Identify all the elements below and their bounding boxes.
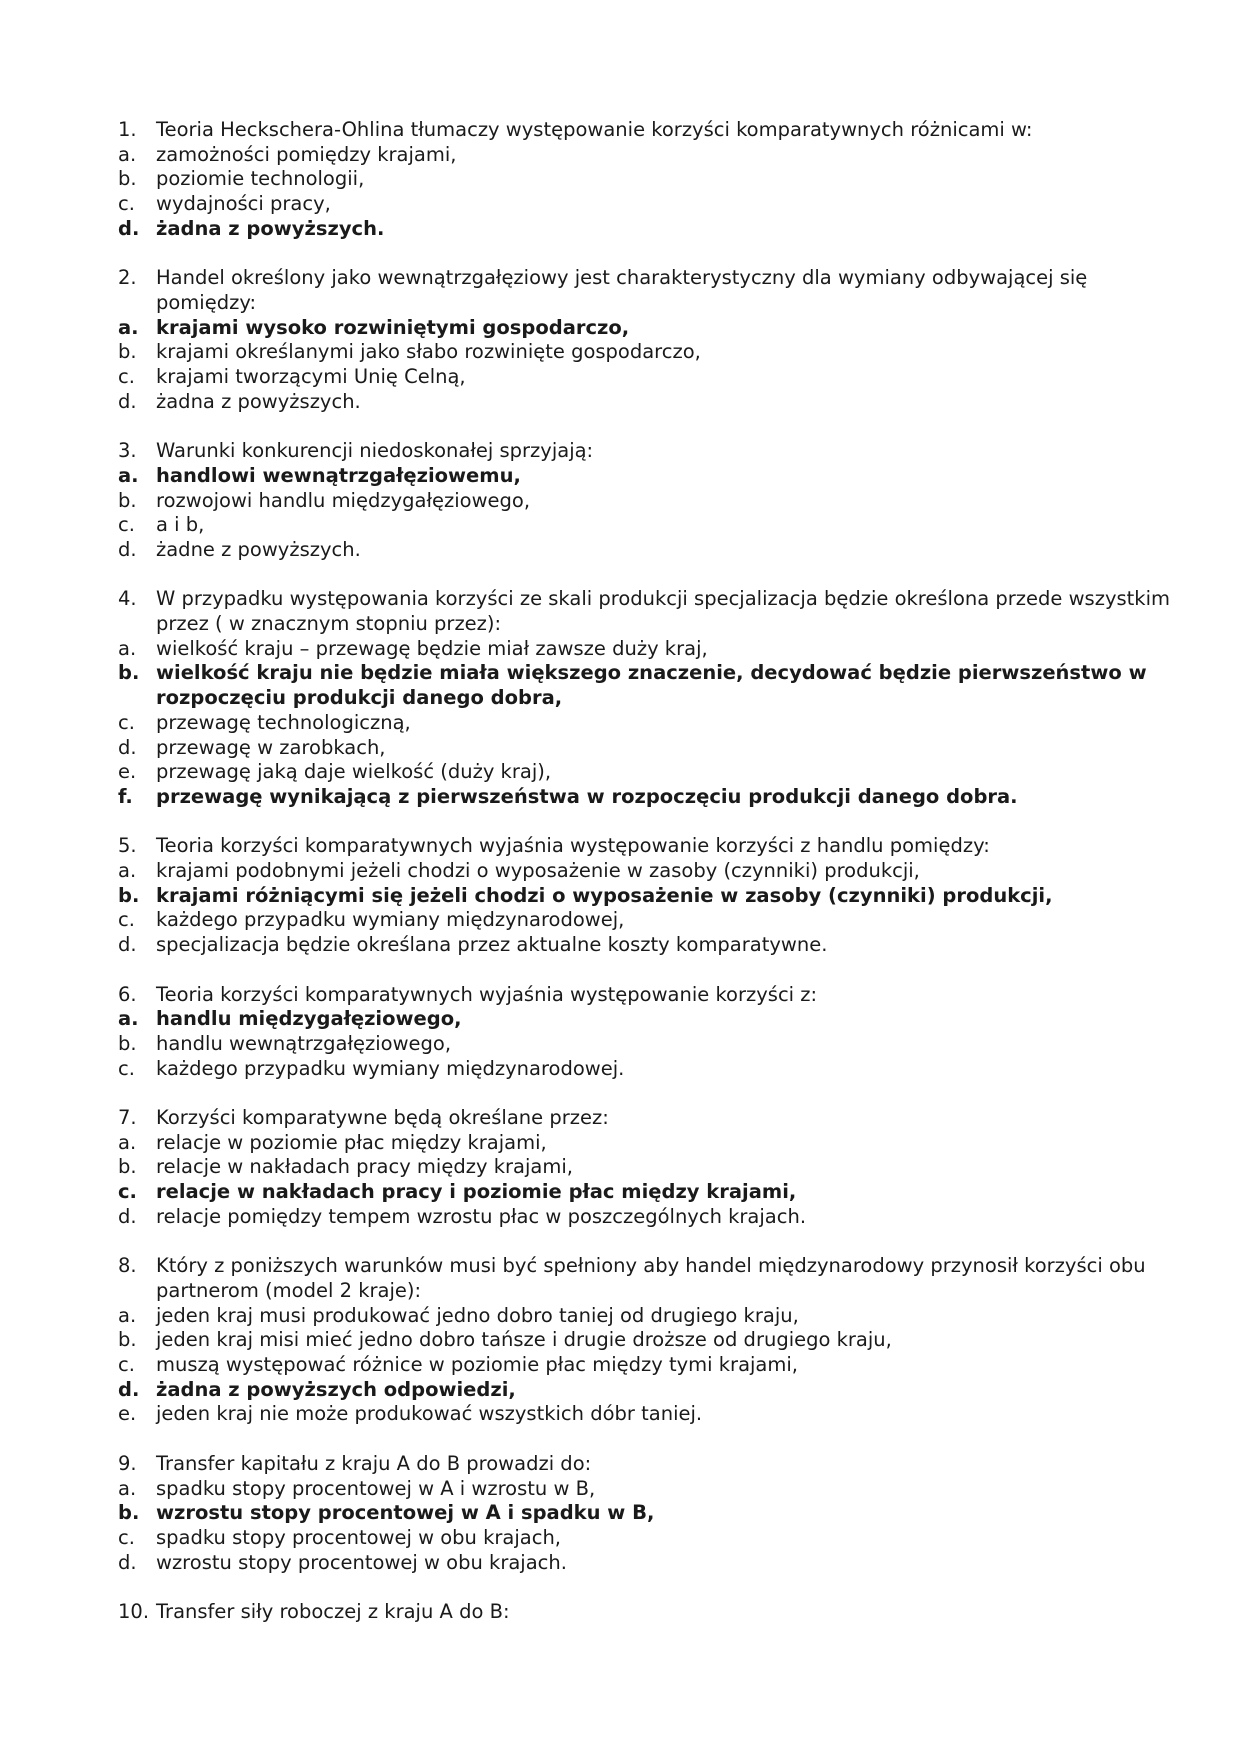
answer-letter: d. [118, 216, 140, 240]
answer-text: żadna z powyższych odpowiedzi, [156, 1377, 516, 1401]
answer-option [118, 489, 1180, 514]
answer-option [118, 1477, 1180, 1502]
answer-text: relacje w nakładach pracy między krajami, [156, 1155, 573, 1179]
question-text: Warunki konkurencji niedoskonałej sprzyjają: [156, 439, 594, 463]
answer-letter: a. [118, 142, 137, 166]
question-stem [118, 266, 1180, 315]
answer-option-correct [118, 316, 1180, 341]
question-number: 3. [118, 439, 137, 463]
answer-text: handlu międzygałęziowego, [156, 1007, 462, 1031]
answer-letter: b. [118, 883, 140, 907]
answer-option [118, 143, 1180, 168]
answer-letter: a. [118, 636, 137, 660]
answer-text: a i b, [156, 513, 205, 537]
answer-option-correct [118, 785, 1180, 810]
question-text: Teoria Heckschera-Ohlina tłumaczy występowanie korzyści komparatywnych różnicami w: [156, 118, 1033, 141]
answer-option [118, 1551, 1180, 1576]
answer-text: każdego przypadku wymiany międzynarodowej. [156, 1056, 625, 1080]
question-block [118, 1254, 1180, 1427]
answer-letter: a. [118, 1007, 139, 1031]
question-text: W przypadku występowania korzyści ze skali produkcji specjalizacja będzie określona przede wszystkim przez ( w znacznym stopniu przez): [156, 587, 1170, 636]
question-text: Teoria korzyści komparatywnych wyjaśnia występowanie korzyści z handlu pomiędzy: [156, 834, 990, 858]
question-text: Który z poniższych warunków musi być spełniony aby handel międzynarodowy przynosił korzyści obu partnerom (model 2 kraje): [156, 1254, 1146, 1302]
answer-text: krajami wysoko rozwiniętymi gospodarczo, [156, 315, 630, 339]
answer-text: wielkość kraju nie będzie miała większego znaczenie, decydować będzie pierwszeństwo w rozpoczęciu produkcji danego dobra, [156, 661, 1147, 710]
question-block [118, 1600, 1180, 1625]
answer-text: zamożności pomiędzy krajami, [156, 142, 457, 166]
question-text: Transfer siły roboczej z kraju A do B: [156, 1600, 510, 1624]
answer-option [118, 1131, 1180, 1156]
answer-option [118, 1328, 1180, 1353]
answer-text: wydajności pracy, [156, 192, 331, 216]
answer-letter: b. [118, 1501, 140, 1525]
question-text: Korzyści komparatywne będą określane przez: [156, 1106, 609, 1130]
answer-letter: a. [118, 1303, 137, 1327]
question-number: 10. [118, 1600, 150, 1624]
question-block [118, 834, 1180, 958]
answer-option [118, 859, 1180, 884]
answer-option [118, 513, 1180, 538]
answer-text: krajami różniącymi się jeżeli chodzi o wyposażenie w zasoby (czynniki) produkcji, [156, 883, 1053, 907]
question-stem [118, 1600, 1180, 1625]
answer-letter: d. [118, 1377, 140, 1401]
answer-letter: a. [118, 463, 139, 487]
answer-letter: c. [118, 192, 135, 216]
answer-text: krajami określanymi jako słabo rozwinięte gospodarczo, [156, 340, 701, 364]
question-block [118, 983, 1180, 1082]
answer-letter: d. [118, 735, 137, 759]
answer-text: przewagę jaką daje wielkość (duży kraj), [156, 760, 552, 784]
question-block [118, 118, 1180, 242]
answer-text: muszą występować różnice w poziomie płac między tymi krajami, [156, 1353, 798, 1377]
answer-option [118, 1402, 1180, 1427]
answer-text: relacje w nakładach pracy i poziomie płac między krajami, [156, 1180, 797, 1204]
answer-option [118, 167, 1180, 192]
question-number: 1. [118, 118, 137, 141]
answer-option [118, 933, 1180, 958]
answer-option [118, 1304, 1180, 1329]
answer-letter: b. [118, 167, 137, 191]
answer-letter: e. [118, 760, 137, 784]
answer-text: wzrostu stopy procentowej w obu krajach. [156, 1550, 567, 1574]
question-block [118, 266, 1180, 414]
answer-letter: a. [118, 315, 139, 339]
answer-option [118, 192, 1180, 217]
question-number: 5. [118, 834, 137, 858]
answer-letter: a. [118, 859, 137, 883]
answer-letter: c. [118, 365, 135, 389]
answer-option-correct [118, 464, 1180, 489]
question-stem [118, 983, 1180, 1008]
answer-letter: d. [118, 933, 137, 957]
answer-letter: d. [118, 1550, 137, 1574]
answer-option-correct [118, 661, 1180, 710]
answer-text: specjalizacja będzie określana przez aktualne koszty komparatywne. [156, 933, 828, 957]
answer-letter: b. [118, 1031, 137, 1055]
answer-option [118, 538, 1180, 563]
question-number: 2. [118, 266, 137, 290]
answer-letter: c. [118, 710, 135, 734]
answer-text: jeden kraj misi mieć jedno dobro tańsze i drugie droższe od drugiego kraju, [156, 1328, 892, 1352]
answer-text: każdego przypadku wymiany międzynarodowej, [156, 908, 625, 932]
answer-option-correct [118, 1378, 1180, 1403]
answer-text: jeden kraj musi produkować jedno dobro taniej od drugiego kraju, [156, 1303, 799, 1327]
answer-letter: d. [118, 537, 137, 561]
answer-text: poziomie technologii, [156, 167, 365, 191]
answer-letter: f. [118, 784, 133, 808]
answer-option [118, 1353, 1180, 1378]
answer-option [118, 1205, 1180, 1230]
question-text: Teoria korzyści komparatywnych wyjaśnia występowanie korzyści z: [156, 982, 818, 1006]
answer-text: handlu wewnątrzgałęziowego, [156, 1031, 452, 1055]
question-block [118, 439, 1180, 563]
answer-option [118, 1032, 1180, 1057]
answer-option-correct [118, 1180, 1180, 1205]
answer-text: spadku stopy procentowej w A i wzrostu w B, [156, 1476, 596, 1500]
question-stem [118, 118, 1180, 143]
answer-option-correct [118, 884, 1180, 909]
question-stem [118, 439, 1180, 464]
answer-text: żadna z powyższych. [156, 389, 361, 413]
answer-letter: a. [118, 1476, 137, 1500]
question-stem [118, 587, 1180, 636]
answer-letter: e. [118, 1402, 137, 1426]
answer-option [118, 390, 1180, 415]
answer-text: jeden kraj nie może produkować wszystkich dóbr taniej. [156, 1402, 703, 1426]
answer-letter: c. [118, 1353, 135, 1377]
answer-letter: c. [118, 1056, 135, 1080]
answer-letter: b. [118, 1328, 137, 1352]
answer-letter: b. [118, 488, 137, 512]
answer-letter: a. [118, 1130, 137, 1154]
answer-text: wzrostu stopy procentowej w A i spadku w B, [156, 1501, 655, 1525]
question-block [118, 587, 1180, 809]
answer-option [118, 340, 1180, 365]
answer-text: rozwojowi handlu międzygałęziowego, [156, 488, 531, 512]
answer-letter: d. [118, 1204, 137, 1228]
answer-text: żadna z powyższych. [156, 216, 385, 240]
answer-option [118, 736, 1180, 761]
answer-letter: c. [118, 1525, 135, 1549]
question-list [118, 118, 1180, 1625]
answer-option [118, 365, 1180, 390]
answer-option [118, 637, 1180, 662]
question-number: 9. [118, 1451, 137, 1475]
question-number: 8. [118, 1254, 137, 1278]
question-number: 6. [118, 982, 137, 1006]
answer-option-correct [118, 1007, 1180, 1032]
question-block [118, 1452, 1180, 1576]
answer-text: relacje pomiędzy tempem wzrostu płac w poszczególnych krajach. [156, 1204, 807, 1228]
answer-option-correct [118, 217, 1180, 242]
answer-letter: d. [118, 389, 137, 413]
question-stem [118, 1254, 1180, 1303]
answer-letter: b. [118, 1155, 137, 1179]
answer-text: krajami podobnymi jeżeli chodzi o wyposażenie w zasoby (czynniki) produkcji, [156, 859, 920, 883]
answer-text: przewagę wynikającą z pierwszeństwa w rozpoczęciu produkcji danego dobra. [156, 784, 1018, 808]
answer-letter: c. [118, 1180, 137, 1204]
answer-option [118, 711, 1180, 736]
answer-text: wielkość kraju – przewagę będzie miał zawsze duży kraj, [156, 636, 708, 660]
question-text: Transfer kapitału z kraju A do B prowadzi do: [156, 1451, 592, 1475]
answer-text: krajami tworzącymi Unię Celną, [156, 365, 466, 389]
answer-text: relacje w poziomie płac między krajami, [156, 1130, 547, 1154]
answer-option [118, 760, 1180, 785]
question-block [118, 1106, 1180, 1230]
answer-letter: c. [118, 513, 135, 537]
answer-letter: c. [118, 908, 135, 932]
answer-letter: b. [118, 340, 137, 364]
answer-option [118, 908, 1180, 933]
answer-letter: b. [118, 661, 140, 685]
answer-option-correct [118, 1501, 1180, 1526]
question-number: 4. [118, 587, 137, 611]
question-text: Handel określony jako wewnątrzgałęziowy jest charakterystyczny dla wymiany odbywającej się pomiędzy: [156, 266, 1088, 314]
answer-option [118, 1155, 1180, 1180]
question-number: 7. [118, 1106, 137, 1130]
answer-text: żadne z powyższych. [156, 537, 361, 561]
question-stem [118, 1452, 1180, 1477]
answer-text: handlowi wewnątrzgałęziowemu, [156, 463, 521, 487]
answer-option [118, 1057, 1180, 1082]
question-stem [118, 1106, 1180, 1131]
question-stem [118, 834, 1180, 859]
answer-option [118, 1526, 1180, 1551]
answer-text: przewagę w zarobkach, [156, 735, 386, 759]
answer-text: przewagę technologiczną, [156, 710, 411, 734]
answer-text: spadku stopy procentowej w obu krajach, [156, 1525, 561, 1549]
